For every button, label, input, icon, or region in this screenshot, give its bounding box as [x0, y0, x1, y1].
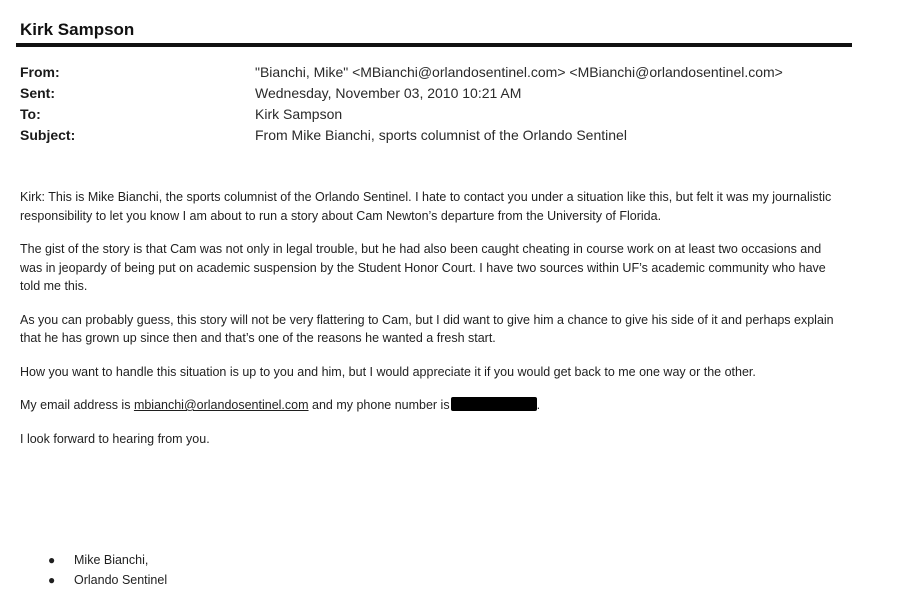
- to-row: [20, 106, 880, 127]
- contact-text-prefix: My email address is: [20, 398, 134, 412]
- from-label: From:: [20, 64, 60, 80]
- signature-list: [20, 550, 167, 590]
- sent-label: Sent:: [20, 85, 55, 101]
- signature-item: [20, 570, 167, 590]
- body-paragraph-1: Kirk: This is Mike Bianchi, the sports columnist of the Orlando Sentinel. I hate to contact you under a situation like this, but felt it was my journalistic responsibility to let you know I am about to run a story about Cam Newton’s departure from the University of Florida.: [20, 190, 832, 223]
- sent-value: Wednesday, November 03, 2010 10:21 AM: [255, 85, 522, 101]
- email-address-link[interactable]: mbianchi@orlandosentinel.com: [133, 398, 309, 412]
- from-row: [20, 64, 880, 85]
- to-label: To:: [20, 106, 41, 122]
- contact-text-middle: and my phone number is: [308, 398, 450, 412]
- signature-name: Mike Bianchi,: [74, 553, 149, 567]
- sent-row: [20, 85, 880, 106]
- bullet-icon: ●: [48, 573, 56, 587]
- body-paragraph-5: [20, 396, 840, 415]
- to-value: Kirk Sampson: [255, 106, 343, 122]
- email-header-fields: [20, 64, 880, 148]
- body-paragraph-4: How you want to handle this situation is up to you and him, but I would appreciate it if you would get back to me one way or the other.: [20, 364, 756, 379]
- bullet-icon: ●: [48, 553, 56, 567]
- signature-item: [20, 550, 167, 570]
- header-divider: [16, 43, 852, 47]
- subject-label: Subject:: [20, 127, 76, 143]
- contact-text-suffix: .: [536, 398, 541, 412]
- mailbox-owner-name: Kirk Sampson: [20, 20, 135, 39]
- from-value: "Bianchi, Mike" <MBianchi@orlandosentinel.com> <MBianchi@orlandosentinel.com>: [255, 64, 783, 80]
- email-body: [20, 188, 840, 463]
- signature-organization: Orlando Sentinel: [74, 573, 168, 587]
- body-paragraph-3: As you can probably guess, this story will not be very flattering to Cam, but I did want to give him a chance to give his side of it and perhaps explain that he has grown up since then and that’s one of the reasons he wanted a fresh start.: [20, 312, 834, 345]
- body-paragraph-6: I look forward to hearing from you.: [20, 431, 210, 446]
- subject-row: [20, 127, 880, 148]
- subject-value: From Mike Bianchi, sports columnist of the Orlando Sentinel: [255, 127, 627, 143]
- body-paragraph-2: The gist of the story is that Cam was not only in legal trouble, but he had also been caught cheating in course work on at least two occasions and was in jeopardy of being put on academic suspension by the Student Honor Court. I have two sources within UF’s academic community who have told me this.: [20, 242, 826, 293]
- redaction-bar: [451, 397, 537, 411]
